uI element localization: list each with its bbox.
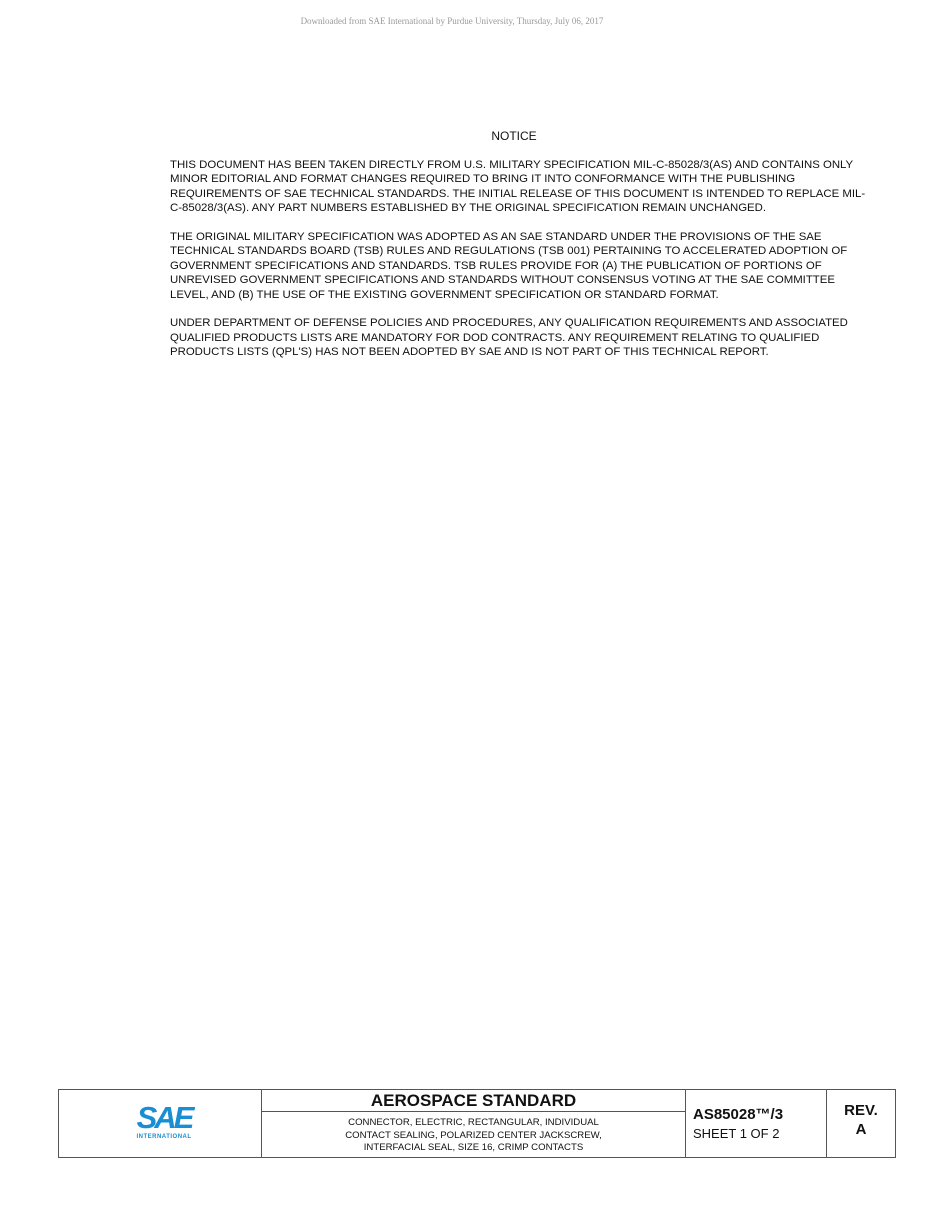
logo-cell xyxy=(59,1090,262,1157)
notice-body xyxy=(170,158,870,374)
description-line: CONTACT SEALING, POLARIZED CENTER JACKSCREW, xyxy=(345,1129,602,1141)
notice-paragraph: THE ORIGINAL MILITARY SPECIFICATION WAS ADOPTED AS AN SAE STANDARD UNDER THE PROVISIONS OF THE SAE TECHNICAL STANDARDS BOARD (TSB) RULES AND REGULATIONS (TSB 001) PERTAINING TO ACCELERATED ADOPTION OF GOVERNMENT SPECIFICATIONS AND STANDARDS. TSB RULES PROVIDE FOR (A) THE PUBLICATION OF PORTIONS OF UNREVISED GOVERNMENT SPECIFICATIONS AND STANDARDS WITHOUT CONSENSUS VOTING AT THE SAE COMMITTEE LEVEL, AND (B) THE USE OF THE EXISTING GOVERNMENT SPECIFICATION OR STANDARD FORMAT. xyxy=(170,231,848,301)
revision-value: A xyxy=(855,1121,867,1138)
notice-paragraph: UNDER DEPARTMENT OF DEFENSE POLICIES AND PROCEDURES, ANY QUALIFICATION REQUIREMENTS AND ASSOCIATED QUALIFIED PRODUCTS LISTS ARE MANDATORY FOR DOD CONTRACTS. ANY REQUIREMENT RELATING TO QUALIFIED PRODUCTS LISTS (QPL'S) HAS NOT BEEN ADOPTED BY SAE AND IS NOT PART OF THIS TECHNICAL REPORT. xyxy=(170,317,848,359)
revision-label: REV. xyxy=(844,1102,878,1119)
notice-heading: NOTICE xyxy=(491,129,537,143)
sae-logo xyxy=(129,1100,199,1141)
title-block xyxy=(58,1089,896,1158)
sheet-info: SHEET 1 OF 2 xyxy=(693,1126,780,1141)
revision-cell xyxy=(827,1090,895,1157)
standard-description xyxy=(262,1112,685,1155)
download-banner: Downloaded from SAE International by Purdue University, Thursday, July 06, 2017 xyxy=(300,16,604,26)
notice-paragraph: THIS DOCUMENT HAS BEEN TAKEN DIRECTLY FROM U.S. MILITARY SPECIFICATION MIL-C-85028/3(AS) AND CONTAINS ONLY MINOR EDITORIAL AND FORMAT CHANGES REQUIRED TO BRING IT INTO CONFORMANCE WITH THE PUBLISHING REQUIREMENTS OF SAE TECHNICAL STANDARDS. THE INITIAL RELEASE OF THIS DOCUMENT IS INTENDED TO REPLACE MIL-C-85028/3(AS). ANY PART NUMBERS ESTABLISHED BY THE ORIGINAL SPECIFICATION REMAIN UNCHANGED. xyxy=(170,159,866,215)
sae-logo-subtext: INTERNATIONAL xyxy=(136,1134,192,1140)
document-id-cell xyxy=(686,1090,827,1157)
sae-logo-mark: SAE xyxy=(136,1100,192,1135)
standard-type: AEROSPACE STANDARD xyxy=(262,1090,685,1112)
document-number: AS85028™/3 xyxy=(693,1106,784,1123)
title-cell xyxy=(262,1090,686,1157)
description-line: CONNECTOR, ELECTRIC, RECTANGULAR, INDIVIDUAL xyxy=(348,1117,599,1128)
description-line: INTERFACIAL SEAL, SIZE 16, CRIMP CONTACTS xyxy=(363,1142,584,1153)
